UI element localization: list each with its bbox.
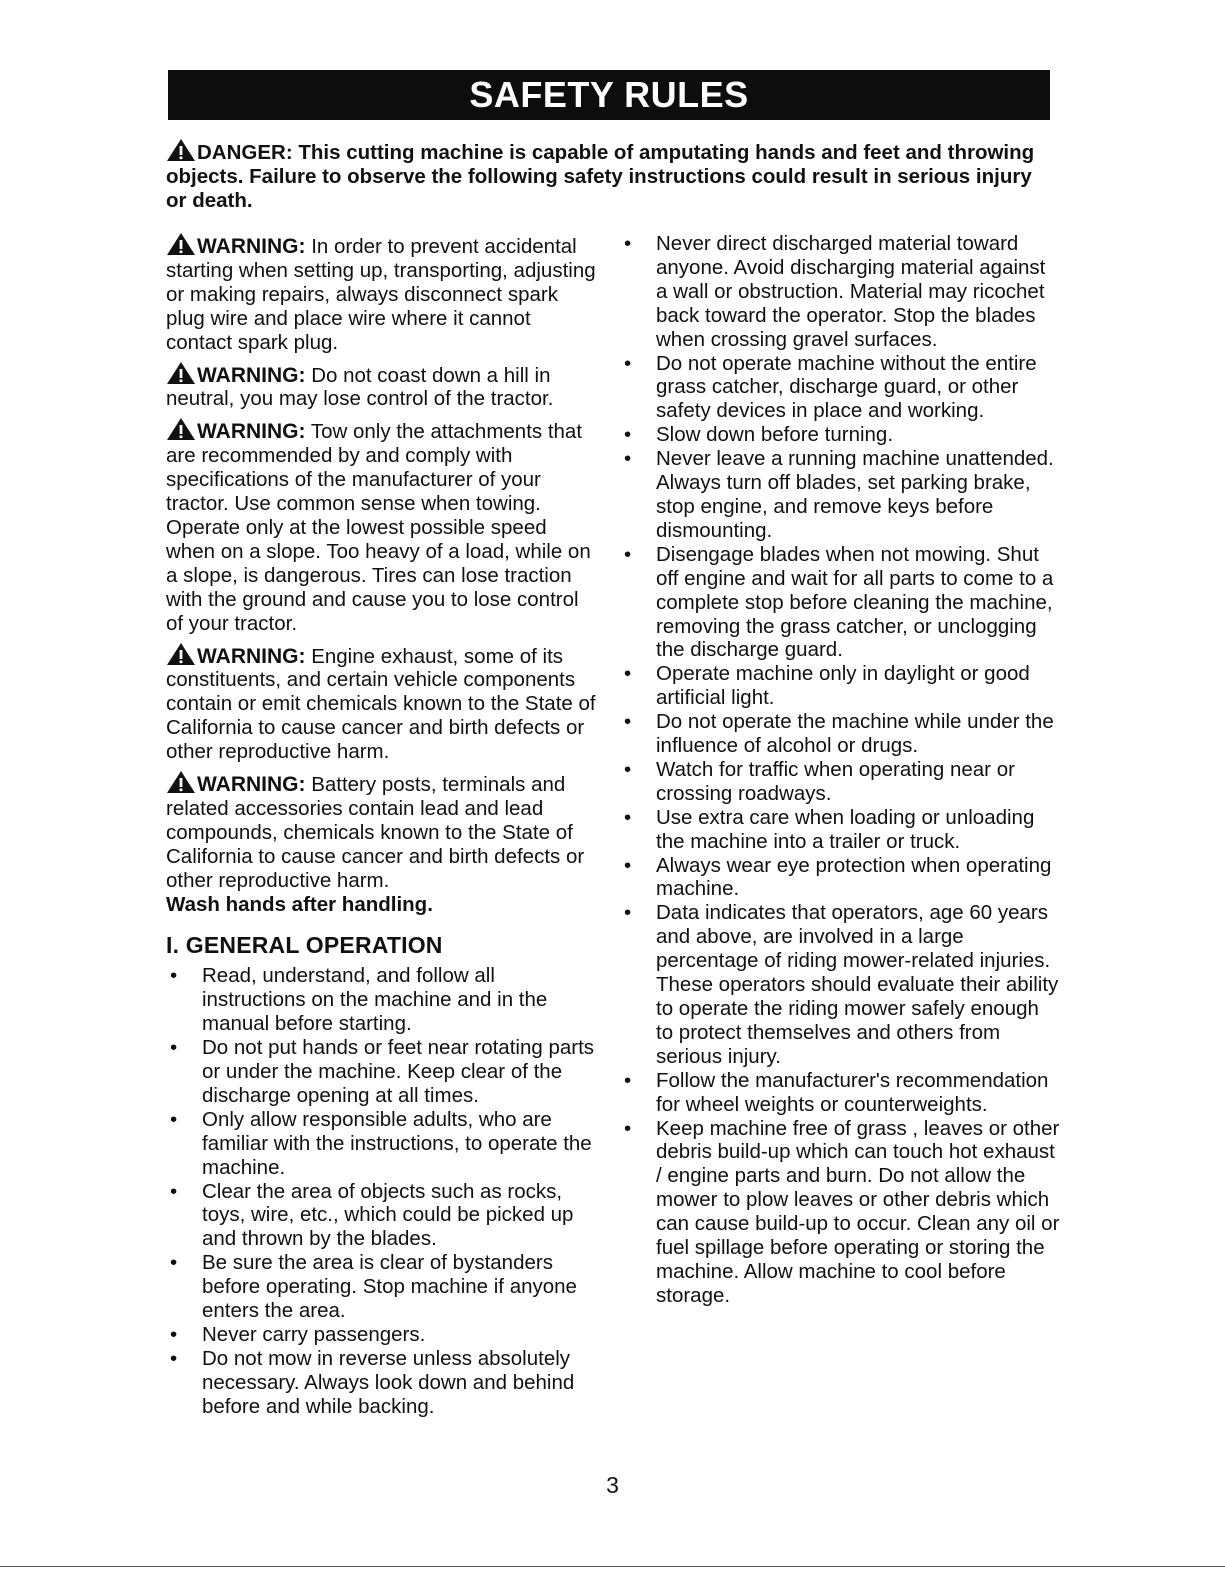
bottom-divider	[0, 1566, 1225, 1567]
list-item: • Do not put hands or feet near rotating parts or under the machine. Keep clear of the discharge opening at all times.	[170, 1036, 595, 1107]
bullet: •	[170, 1036, 178, 1060]
alert-triangle-icon	[166, 417, 196, 441]
general-operation-list-left	[166, 964, 596, 1418]
bullet: •	[624, 805, 632, 829]
list-item: • Watch for traffic when operating near or crossing roadways.	[624, 757, 1015, 805]
list-item: • Always wear eye protection when operating machine.	[624, 853, 1052, 901]
bullet: •	[170, 1322, 178, 1346]
bullet: •	[624, 351, 632, 375]
list-item: • Never leave a running machine unattended. Always turn off blades, set parking brake, stop engine, and remove keys before dismounting.	[624, 447, 1054, 542]
bullet: •	[170, 1251, 178, 1275]
warning-text: Tow only the attachments that are recommended by and comply with specifications of the manufacturer of your tractor. Use common sense when towing. Operate only at the lowest possible speed when on a slope. Too heavy of a load, while on a slope, is dangerous. Tires can lose traction with the ground and cause you to lose control of your tractor.	[166, 420, 591, 635]
list-item: • Do not operate the machine while under the influence of alcohol or drugs.	[624, 710, 1054, 758]
alert-triangle-icon	[166, 361, 196, 385]
page-title: SAFETY RULES	[469, 74, 749, 115]
list-item: • Disengage blades when not mowing. Shut off engine and wait for all parts to come to a complete stop before cleaning the machine, removing the grass catcher, or unclogging the discharge guard.	[624, 542, 1054, 662]
bullet: •	[624, 423, 632, 447]
alert-triangle-icon	[166, 642, 196, 666]
warning-text: Battery posts, terminals and related accessories contain lead and lead compounds, chemicals known to the State of California to cause cancer and birth defects or other reproductive harm.	[166, 773, 585, 892]
list-item: • Read, understand, and follow all instructions on the machine and in the manual before starting.	[170, 964, 548, 1036]
list-item: • Follow the manufacturer's recommendation for wheel weights or counterweights.	[624, 1068, 1049, 1116]
warning-label: WARNING:	[197, 235, 306, 258]
warning-text: Engine exhaust, some of its constituents, and certain vehicle components contain or emit chemicals known to the State of California to cause cancer and birth defects or other reproductive harm.	[166, 644, 596, 764]
list-item: • Use extra care when loading or unloading the machine into a trailer or truck.	[624, 805, 1035, 853]
warning-text: In order to prevent accidental starting when setting up, transporting, adjusting or making repairs, always disconnect spark plug wire and place wire where it cannot contact spark plug.	[166, 235, 596, 354]
list-item: • Operate machine only in daylight or good artificial light.	[624, 662, 1030, 710]
warning-paragraph	[166, 417, 596, 635]
warning-label: WARNING:	[197, 363, 306, 387]
warning-paragraph	[166, 642, 596, 765]
warning-text: Do not coast down a hill in neutral, you may lose control of the tractor.	[166, 363, 554, 411]
alert-triangle-icon	[166, 770, 196, 794]
bullet: •	[170, 1346, 178, 1370]
warning-paragraph	[166, 232, 596, 355]
danger-label: DANGER:	[197, 141, 293, 164]
page-number: 3	[606, 1472, 619, 1498]
bullet: •	[624, 901, 632, 925]
bullet: •	[624, 447, 632, 471]
list-item: • Only allow responsible adults, who are familiar with the instructions, to operate the machine.	[170, 1107, 592, 1179]
bullet: •	[170, 964, 178, 988]
warning-label: WARNING:	[197, 773, 306, 797]
bullet: •	[624, 710, 632, 734]
bullet: •	[624, 232, 632, 255]
right-column	[620, 232, 1060, 1308]
warning-paragraph	[166, 770, 596, 916]
list-item: • Be sure the area is clear of bystanders before operating. Stop machine if anyone enters the area.	[170, 1251, 577, 1323]
section-heading: I. GENERAL OPERATION	[166, 932, 443, 959]
warning-label: WARNING:	[197, 644, 306, 668]
safety-rules-banner	[168, 70, 1050, 120]
bullet: •	[624, 1116, 632, 1140]
list-item: • Never direct discharged material toward anyone. Avoid discharging material against a wall or obstruction. Material may ricochet back toward the operator. Stop the blades when crossing gravel surfaces.	[624, 232, 1046, 351]
bullet: •	[170, 1179, 178, 1203]
list-item: • Data indicates that operators, age 60 years and above, are involved in a large percentage of riding mower-related injuries. These operators should evaluate their ability to operate the riding mower safely enough to protect themselves and others from serious injury.	[624, 901, 1059, 1068]
list-item: • Do not operate machine without the entire grass catcher, discharge guard, or other safety devices in place and working.	[624, 351, 1037, 423]
list-item: • Do not mow in reverse unless absolutely necessary. Always look down and behind before and while backing.	[170, 1346, 575, 1418]
bullet: •	[624, 853, 632, 877]
bullet: •	[624, 542, 632, 566]
danger-text: This cutting machine is capable of amputating hands and feet and throwing objects. Failure to observe the following safety instructions could result in serious injury or death.	[166, 141, 1035, 212]
wash-hands-notice: Wash hands after handling.	[166, 892, 433, 916]
warning-label: WARNING:	[197, 420, 306, 444]
bullet: •	[624, 662, 632, 686]
warning-paragraph	[166, 361, 596, 412]
list-item: • Clear the area of objects such as rocks, toys, wire, etc., which could be picked up and thrown by the blades.	[170, 1179, 574, 1251]
list-item: • Never carry passengers.	[170, 1322, 426, 1346]
bullet: •	[170, 1107, 178, 1131]
alert-triangle-icon	[166, 232, 196, 256]
bullet: •	[624, 1068, 632, 1092]
list-item: • Slow down before turning.	[624, 423, 894, 447]
left-column	[166, 232, 596, 1419]
general-operation-list-right	[620, 232, 1060, 1308]
bullet: •	[624, 757, 632, 781]
danger-notice	[166, 138, 1056, 213]
list-item: • Keep machine free of grass , leaves or other debris build-up which can touch hot exhaust / engine parts and burn. Do not allow the mower to plow leaves or other debris which can cause build-up to occur. Clean any oil or fuel spillage before operating or storing the machine. Allow machine to cool before storage.	[624, 1116, 1060, 1307]
alert-triangle-icon	[166, 138, 196, 162]
